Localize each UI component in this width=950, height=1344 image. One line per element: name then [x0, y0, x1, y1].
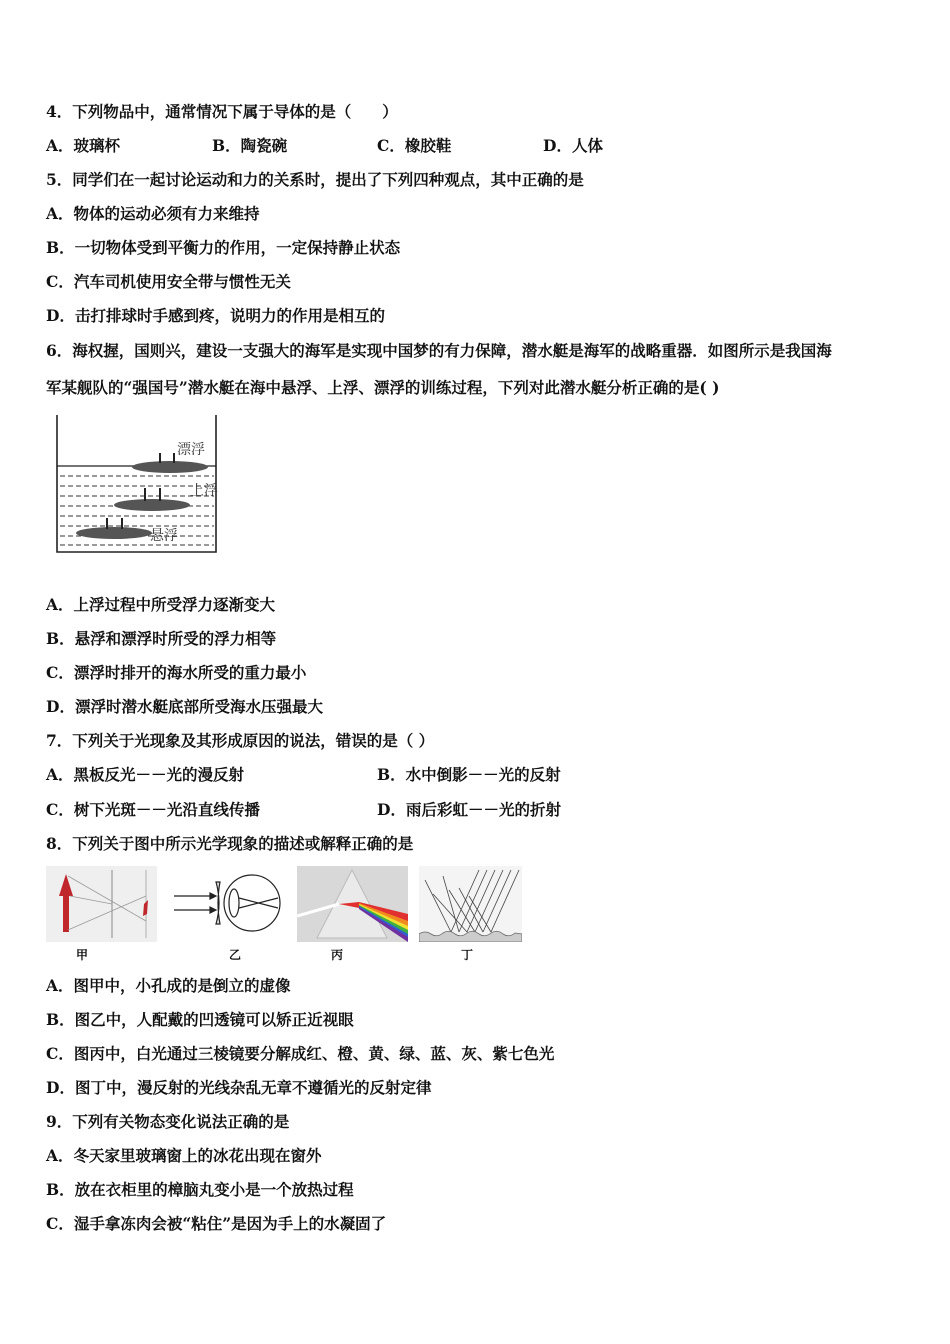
q7-option-d: D．雨后彩虹－－光的折射 [377, 800, 561, 819]
label-rising: 上浮 [190, 483, 218, 499]
q7-option-c: C．树下光斑－－光沿直线传播 [46, 800, 260, 819]
label-floating: 漂浮 [177, 442, 205, 458]
q6-option-d: D．漂浮时潜水艇底部所受海水压强最大 [46, 697, 323, 716]
submarine-suspended [76, 527, 152, 539]
q4-stem: 4．下列物品中，通常情况下属于导体的是（ ） [46, 102, 398, 121]
q7-option-a: A．黑板反光－－光的漫反射 [46, 765, 245, 784]
label-suspended: 悬浮 [150, 528, 178, 544]
q8-stem: 8．下列关于图中所示光学现象的描述或解释正确的是 [46, 834, 414, 853]
q6-option-a: A．上浮过程中所受浮力逐渐变大 [46, 595, 276, 614]
q6-stem-line1: 6．海权握，国则兴，建设一支强大的海军是实现中国梦的有力保障，潜水艇是海军的战略重器．如图所示是我国海 [46, 341, 832, 360]
q8-option-b: B．图乙中，人配戴的凹透镜可以矫正近视眼 [46, 1010, 354, 1029]
q9-stem: 9．下列有关物态变化说法正确的是 [46, 1112, 290, 1131]
label-jia: 甲 [76, 948, 89, 962]
figure-yi-eye-lens [170, 870, 286, 938]
label-yi: 乙 [229, 948, 242, 962]
submarine-figure [52, 412, 222, 557]
q6-option-c: C．漂浮时排开的海水所受的重力最小 [46, 663, 307, 682]
q4-option-c: C．橡胶鞋 [377, 136, 452, 155]
q5-option-d: D．击打排球时手感到疼，说明力的作用是相互的 [46, 306, 385, 325]
label-bing: 丙 [331, 948, 344, 962]
figure-ding-diffuse-reflection [419, 866, 522, 942]
q4-option-a: A．玻璃杯 [46, 136, 121, 155]
q5-option-b: B．一切物体受到平衡力的作用，一定保持静止状态 [46, 238, 401, 257]
q9-option-a: A．冬天家里玻璃窗上的冰花出现在窗外 [46, 1146, 322, 1165]
q7-option-b: B．水中倒影－－光的反射 [377, 765, 561, 784]
q5-option-a: A．物体的运动必须有力来维持 [46, 204, 260, 223]
q6-stem-line2: 军某舰队的“强国号”潜水艇在海中悬浮、上浮、漂浮的训练过程，下列对此潜水艇分析正确的是( ) [46, 378, 720, 397]
q8-option-d: D．图丁中，漫反射的光线杂乱无章不遵循光的反射定律 [46, 1078, 432, 1097]
figure-bing-prism [297, 866, 408, 942]
q9-option-c: C．湿手拿冻肉会被“粘住”是因为手上的水凝固了 [46, 1214, 387, 1233]
q7-stem: 7．下列关于光现象及其形成原因的说法，错误的是（ ） [46, 731, 435, 750]
figure-jia-pinhole [46, 866, 157, 942]
q8-option-a: A．图甲中，小孔成的是倒立的虚像 [46, 976, 291, 995]
submarine-rising [114, 499, 190, 511]
label-ding: 丁 [461, 948, 474, 962]
q5-option-c: C．汽车司机使用安全带与惯性无关 [46, 272, 291, 291]
q6-option-b: B．悬浮和漂浮时所受的浮力相等 [46, 629, 277, 648]
q8-option-c: C．图丙中，白光通过三棱镜要分解成红、橙、黄、绿、蓝、灰、紫七色光 [46, 1044, 555, 1063]
q9-option-b: B．放在衣柜里的樟脑丸变小是一个放热过程 [46, 1180, 354, 1199]
q4-option-d: D．人体 [543, 136, 603, 155]
q4-option-b: B．陶瓷碗 [212, 136, 288, 155]
q5-stem: 5．同学们在一起讨论运动和力的关系时，提出了下列四种观点，其中正确的是 [46, 170, 584, 189]
submarine-floating [132, 461, 208, 473]
